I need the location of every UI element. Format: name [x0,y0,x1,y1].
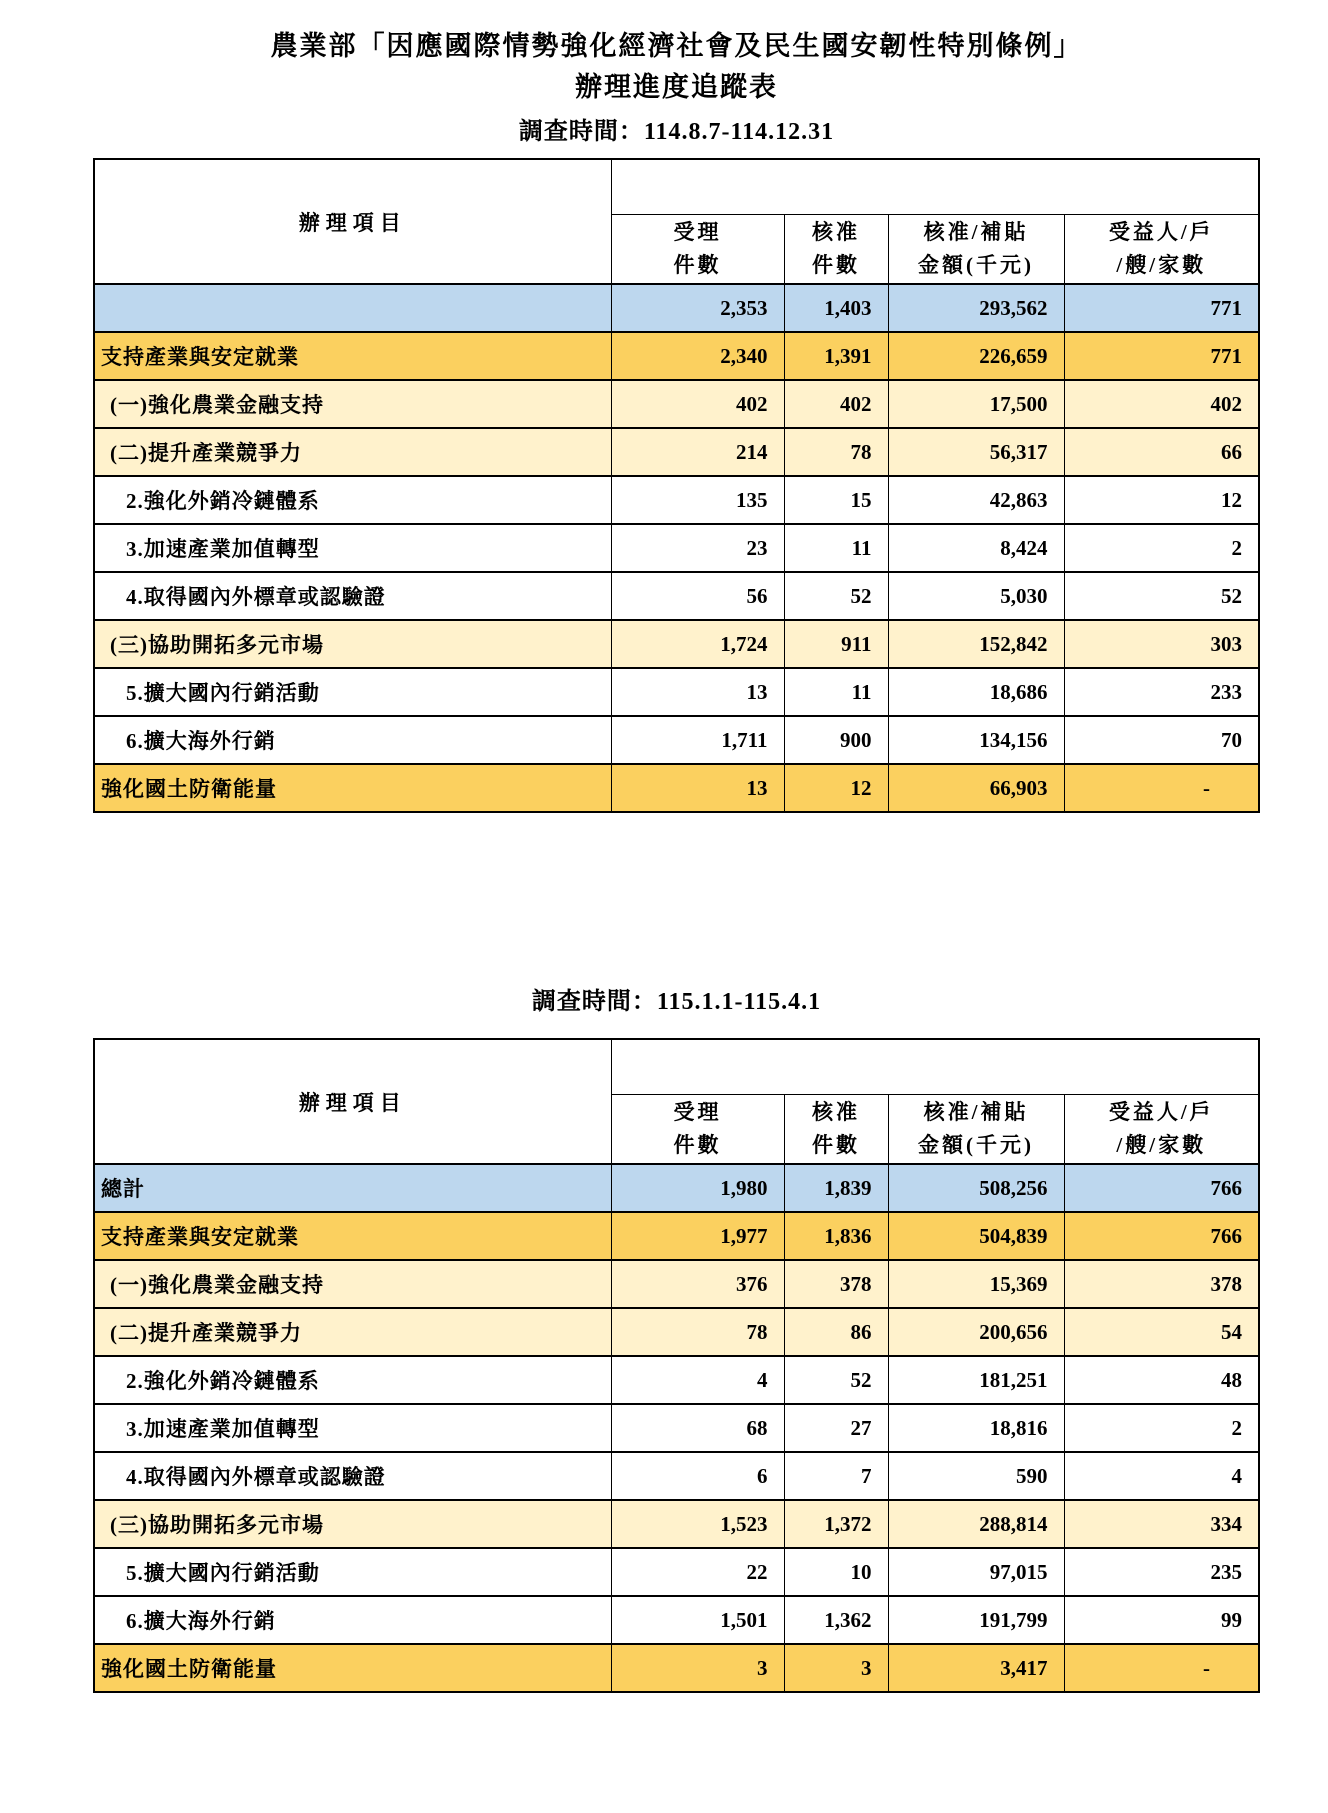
table-row [94,476,1259,524]
header-row-top [94,159,1259,215]
row-value: 78 [784,428,888,476]
header-line: 核准/補貼 [923,220,1029,245]
table-row [94,1596,1259,1644]
table-row [94,764,1259,812]
column-header-approved-cases [784,1095,888,1165]
row-label: 2.強化外銷冷鏈體系 [94,476,611,524]
row-value: 334 [1064,1500,1259,1548]
table-row [94,284,1259,332]
row-value: 1,977 [611,1212,784,1260]
row-label: 強化國土防衛能量 [94,764,611,812]
row-value: 1,372 [784,1500,888,1548]
row-value: 191,799 [888,1596,1064,1644]
row-value: 233 [1064,668,1259,716]
row-value: 402 [1064,380,1259,428]
row-label: (三)協助開拓多元市場 [94,620,611,668]
row-value: 911 [784,620,888,668]
row-value: 68 [611,1404,784,1452]
row-value: 1,839 [784,1164,888,1212]
table-body-2 [94,1164,1259,1692]
row-label: (三)協助開拓多元市場 [94,1500,611,1548]
column-header-approved-subsidy-amount [888,1095,1064,1165]
row-label: 4.取得國內外標章或認驗證 [94,572,611,620]
header-line: 受理 [673,220,722,245]
document-title [93,26,1260,107]
column-header-beneficiaries [1064,1095,1259,1165]
row-value: 70 [1064,716,1259,764]
header-line: 金額(千元) [918,1133,1034,1157]
row-value: 378 [1064,1260,1259,1308]
row-value: 66,903 [888,764,1064,812]
table-row [94,1548,1259,1596]
row-value: 15,369 [888,1260,1064,1308]
row-value: 12 [784,764,888,812]
row-value: 48 [1064,1356,1259,1404]
row-value: 3,417 [888,1644,1064,1692]
progress-table-2 [93,1038,1260,1693]
document-title-line1: 農業部「因應國際情勢強化經濟社會及民生國安韌性特別條例」 [270,31,1083,61]
column-header-item: 辦理項目 [94,1039,611,1164]
row-value: 1,724 [611,620,784,668]
row-value: 52 [1064,572,1259,620]
row-value: 13 [611,764,784,812]
row-value: 1,362 [784,1596,888,1644]
row-label: 3.加速產業加值轉型 [94,524,611,572]
row-value: 6 [611,1452,784,1500]
row-value: 900 [784,716,888,764]
row-value: 12 [1064,476,1259,524]
header-line: 核准 [812,220,860,245]
table-row [94,572,1259,620]
column-header-received-cases [611,215,784,285]
row-value: 99 [1064,1596,1259,1644]
row-value: 78 [611,1308,784,1356]
row-label: (二)提升產業競爭力 [94,428,611,476]
header-line: 受益人/戶 [1108,1100,1214,1125]
row-value: 56,317 [888,428,1064,476]
row-value: 590 [888,1452,1064,1500]
row-label: 5.擴大國內行銷活動 [94,668,611,716]
header-row-top [94,1039,1259,1095]
table-row [94,524,1259,572]
table-row [94,1308,1259,1356]
header-line: 件數 [812,1133,860,1157]
row-value: 1,501 [611,1596,784,1644]
row-value: 7 [784,1452,888,1500]
column-header-item: 辦理項目 [94,159,611,284]
row-value: 8,424 [888,524,1064,572]
row-label: 2.強化外銷冷鏈體系 [94,1356,611,1404]
row-value: 15 [784,476,888,524]
row-value: 402 [784,380,888,428]
document-title-line2: 辦理進度追蹤表 [575,71,778,102]
table-row [94,380,1259,428]
row-value: 4 [1064,1452,1259,1500]
row-value: 2,340 [611,332,784,380]
row-value: 22 [611,1548,784,1596]
row-label: 總計 [94,1164,611,1212]
row-value: 52 [784,572,888,620]
row-label: 6.擴大海外行銷 [94,716,611,764]
header-spacer-cell [611,1039,1259,1095]
row-value: 3 [611,1644,784,1692]
column-header-approved-subsidy-amount [888,215,1064,285]
header-line: /艘/家數 [1116,1133,1207,1157]
row-label: 4.取得國內外標章或認驗證 [94,1452,611,1500]
row-label: 支持產業與安定就業 [94,1212,611,1260]
column-header-received-cases [611,1095,784,1165]
row-value: 3 [784,1644,888,1692]
row-value: 18,686 [888,668,1064,716]
row-value: 56 [611,572,784,620]
row-value: 504,839 [888,1212,1064,1260]
row-value: 13 [611,668,784,716]
row-value: - [1064,764,1259,812]
table-row [94,1644,1259,1692]
table-body-1 [94,284,1259,812]
header-line: 受理 [673,1100,722,1125]
progress-table-1 [93,158,1260,813]
row-value: 1,391 [784,332,888,380]
row-value: 86 [784,1308,888,1356]
table-row [94,428,1259,476]
row-value: 303 [1064,620,1259,668]
survey-period-1: 調查時間：114.8.7-114.12.31 [518,119,835,145]
header-line: 金額(千元) [918,253,1034,277]
row-label: (二)提升產業競爭力 [94,1308,611,1356]
row-value: 766 [1064,1164,1259,1212]
header-spacer-cell [611,159,1259,215]
table-row [94,1164,1259,1212]
row-value: 135 [611,476,784,524]
table-row [94,1404,1259,1452]
row-value: 10 [784,1548,888,1596]
row-value: 771 [1064,284,1259,332]
row-label: (一)強化農業金融支持 [94,380,611,428]
row-label: (一)強化農業金融支持 [94,1260,611,1308]
table-row [94,1500,1259,1548]
row-value: 2,353 [611,284,784,332]
row-label: 3.加速產業加值轉型 [94,1404,611,1452]
row-value: 1,980 [611,1164,784,1212]
row-value: 97,015 [888,1548,1064,1596]
row-value: 5,030 [888,572,1064,620]
row-label: 6.擴大海外行銷 [94,1596,611,1644]
table-row [94,620,1259,668]
row-value: 214 [611,428,784,476]
row-value: 226,659 [888,332,1064,380]
row-value: 1,836 [784,1212,888,1260]
table-row [94,1452,1259,1500]
table-row [94,1212,1259,1260]
header-line: 件數 [812,253,860,277]
row-value: 508,256 [888,1164,1064,1212]
row-value: 66 [1064,428,1259,476]
row-value: 17,500 [888,380,1064,428]
header-line: 受益人/戶 [1108,220,1214,245]
table-row [94,1356,1259,1404]
row-value: 134,156 [888,716,1064,764]
row-label: 支持產業與安定就業 [94,332,611,380]
header-line: 核准/補貼 [923,1100,1029,1125]
row-value: 1,711 [611,716,784,764]
row-value: 23 [611,524,784,572]
row-value: 4 [611,1356,784,1404]
row-value: 378 [784,1260,888,1308]
row-value: 235 [1064,1548,1259,1596]
row-value: 52 [784,1356,888,1404]
header-line: /艘/家數 [1116,253,1207,277]
row-label: 強化國土防衛能量 [94,1644,611,1692]
row-value: 54 [1064,1308,1259,1356]
row-value: 293,562 [888,284,1064,332]
survey-period-2: 調查時間：115.1.1-115.4.1 [531,989,822,1015]
row-label: 5.擴大國內行銷活動 [94,1548,611,1596]
row-value: 200,656 [888,1308,1064,1356]
table-row [94,668,1259,716]
column-header-beneficiaries [1064,215,1259,285]
header-line: 件數 [673,1133,722,1157]
row-value: 2 [1064,524,1259,572]
header-line: 件數 [673,253,722,277]
table-row [94,1260,1259,1308]
row-value: 27 [784,1404,888,1452]
row-value: 2 [1064,1404,1259,1452]
row-value: 42,863 [888,476,1064,524]
row-value: 1,523 [611,1500,784,1548]
row-value: 11 [784,524,888,572]
row-label [94,284,611,332]
row-value: 11 [784,668,888,716]
row-value: 771 [1064,332,1259,380]
column-header-approved-cases [784,215,888,285]
table-row [94,332,1259,380]
row-value: 402 [611,380,784,428]
row-value: 181,251 [888,1356,1064,1404]
row-value: 376 [611,1260,784,1308]
row-value: 288,814 [888,1500,1064,1548]
table-row [94,716,1259,764]
row-value: 1,403 [784,284,888,332]
row-value: 766 [1064,1212,1259,1260]
row-value: - [1064,1644,1259,1692]
row-value: 18,816 [888,1404,1064,1452]
row-value: 152,842 [888,620,1064,668]
header-line: 核准 [812,1100,860,1125]
